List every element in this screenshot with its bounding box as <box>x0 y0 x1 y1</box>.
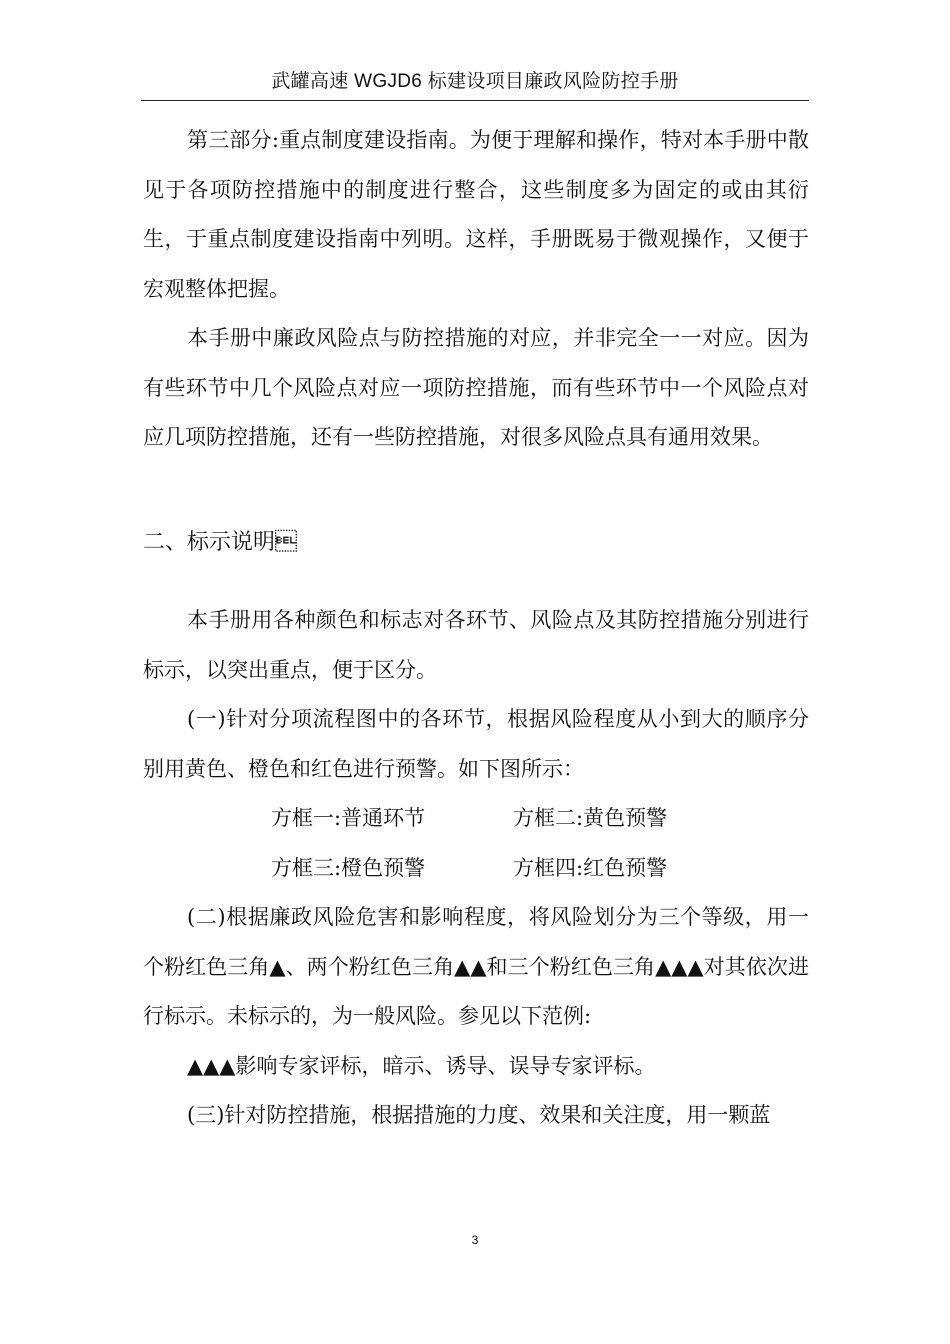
box-legend-3: 方框三:橙色预警 <box>271 855 426 880</box>
section-heading: 二、标示说明 <box>143 529 298 555</box>
paragraph-correspondence: 本手册中廉政风险点与防控措施的对应，并非完全一一对应。因为有些环节中几个风险点对应一项防控措施，而有些环节中一个风险点对应几项防控措施，还有一些防控措施，对很多风险点具有通用效果。 <box>143 326 809 449</box>
box-legend-row-1 <box>143 794 809 844</box>
paragraph-part-three: 第三部分:重点制度建设指南。为便于理解和操作，特对本手册中散见于各项防控措施中的制度进行整合，这些制度多为固定的或由其衍生，于重点制度建设指南中列明。这样，手册既易于微观操作，又便于宏观整体把握。 <box>143 128 809 301</box>
box-legend-row-2 <box>143 844 809 894</box>
box-legend-1: 方框一:普通环节 <box>271 806 426 830</box>
paragraph-marking-intro: 本手册用各种颜色和标志对各环节、风险点及其防控措施分别进行标示，以突出重点，便于区分。 <box>143 608 809 682</box>
blank-line <box>143 567 809 596</box>
paragraph-example: ▲▲▲影响专家评标，暗示、诱导、误导专家评标。 <box>187 1053 656 1078</box>
blank-line <box>143 463 809 512</box>
box-legend-4: 方框四:红色预警 <box>513 855 668 880</box>
paragraph-risk-levels: (二)根据廉政风险危害和影响程度，将风险划分为三个等级，用一个粉红色三角▲、两个粉红色三角▲▲和三个粉红色三角▲▲▲对其依次进行标示。未标示的，为一般风险。参见以下范例: <box>143 905 809 1028</box>
running-header: 武罐高速 WGJD6 标建设项目廉政风险防控手册 <box>271 71 679 92</box>
paragraph-color-warning: (一)针对分项流程图中的各环节，根据风险程度从小到大的顺序分别用黄色、橙色和红色进行预警。如下图所示： <box>143 707 809 781</box>
header-divider <box>141 100 809 101</box>
page-number: 3 <box>471 1233 479 1247</box>
document-body <box>143 116 809 1141</box>
box-legend-2: 方框二:黄色预警 <box>513 806 668 830</box>
paragraph-measures: (三)针对防控措施，根据措施的力度、效果和关注度，用一颗蓝 <box>187 1103 771 1127</box>
